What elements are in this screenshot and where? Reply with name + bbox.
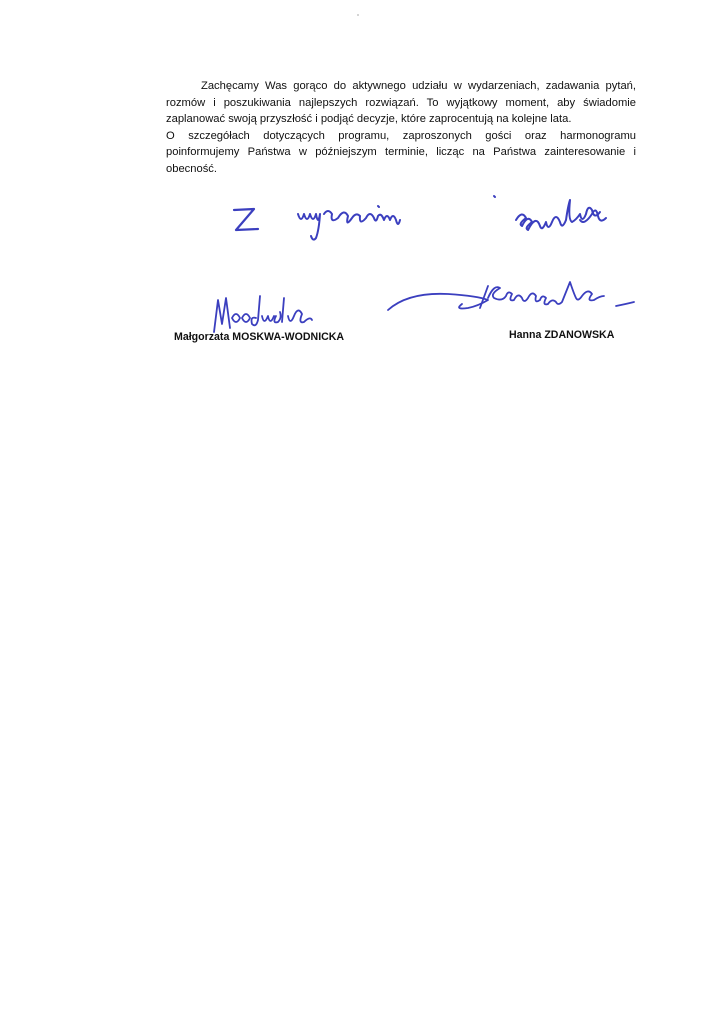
handwritten-closing bbox=[228, 192, 688, 248]
signatory-name-left: Małgorzata MOSKWA-WODNICKA bbox=[174, 331, 345, 343]
scan-speck bbox=[357, 14, 359, 16]
signatory-name-right: Hanna ZDANOWSKA bbox=[509, 329, 615, 341]
signature-moskwa-wodnicka bbox=[196, 288, 356, 334]
letter-paragraph-2: O szczegółach dotyczących programu, zaproszonych gości oraz harmonogramu poinformujemy Państwa w późniejszym terminie, licząc na Państwa zainteresowanie i obecność. bbox=[166, 129, 636, 175]
signature-zdanowska bbox=[384, 270, 684, 330]
letter-body bbox=[166, 78, 636, 178]
letter-paragraph-1: Zachęcamy Was gorąco do aktywnego udziału w wydarzeniach, zadawania pytań, rozmów i poszukiwania najlepszych rozwiązań. To wyjątkowy moment, aby świadomie zaplanować swoją przyszłość i podjąć decyzje, które zaprocentują na kolejne lata. bbox=[166, 80, 636, 126]
